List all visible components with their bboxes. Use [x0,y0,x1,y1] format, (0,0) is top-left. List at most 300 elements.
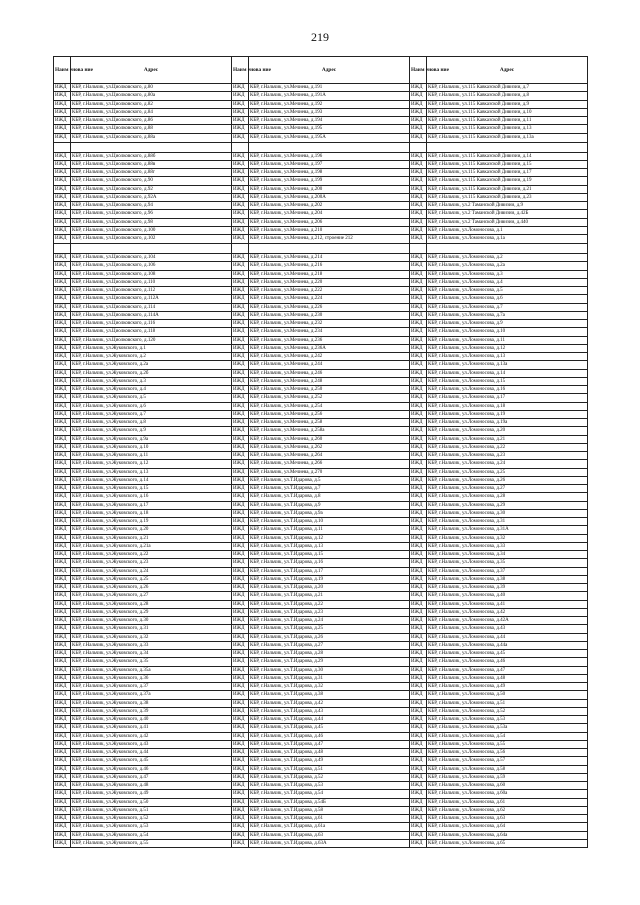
cell-type-3: ИЖД [410,336,427,344]
cell-type-2: ИЖД [232,493,249,501]
cell-type-3: ИЖД [410,823,427,831]
table-row [54,193,588,201]
cell-type-1: ИЖД [54,235,71,244]
cell-type-2: ИЖД [232,650,249,658]
cell-address-2: КБР, г.Нальчик, ул.Т.Идарова, д.15 [249,551,410,559]
cell-address-2: КБР, г.Нальчик, ул.Мечиева, д.236 [249,336,410,344]
cell-type-1: ИЖД [54,377,71,385]
cell-address-1: КБР, г.Нальчик, ул.Жуковского, д.14 [71,476,232,484]
cell-type-3: ИЖД [410,117,427,125]
cell-type-3: ИЖД [410,650,427,658]
cell-type-1: ИЖД [54,320,71,328]
cell-type-2: ИЖД [232,773,249,781]
cell-type-1: ИЖД [54,823,71,831]
table-row [54,534,588,542]
cell-address-2: КБР, г.Нальчик, ул.Мечиева, д.262 [249,443,410,451]
cell-type-1: ИЖД [54,699,71,707]
cell-type-2: ИЖД [232,617,249,625]
cell-type-3: ИЖД [410,815,427,823]
spacer-cell [232,142,249,152]
cell-address-3: КБР, г.Нальчик, ул.Ломоносова, д.51 [427,699,588,707]
cell-type-3: ИЖД [410,419,427,427]
spacer-cell [54,142,71,152]
table-row [54,452,588,460]
cell-address-1: КБР, г.Нальчик, ул.Циолковского, д.114 [71,303,232,311]
table-row [54,185,588,193]
cell-address-3: КБР, г.Нальчик, ул.Ломоносова, д.64 [427,823,588,831]
cell-type-2: ИЖД [232,567,249,575]
cell-type-2: ИЖД [232,152,249,160]
table-row [54,790,588,798]
cell-address-2: КБР, г.Нальчик, ул.Т.Идарова, д.46 [249,732,410,740]
cell-type-1: ИЖД [54,476,71,484]
cell-type-2: ИЖД [232,108,249,116]
table-row [54,295,588,303]
cell-address-3: КБР, г.Нальчик, ул.Ломоносова, д.58 [427,765,588,773]
cell-type-3: ИЖД [410,169,427,177]
cell-address-1: КБР, г.Нальчик, ул.Жуковского, д.22 [71,551,232,559]
cell-address-3: КБР, г.Нальчик, ул.Ломоносова, д.31 [427,518,588,526]
cell-address-2: КБР, г.Нальчик, ул.Т.Идарова, д.49 [249,757,410,765]
table-row [54,169,588,177]
cell-type-1: ИЖД [54,485,71,493]
cell-address-3: КБР, г.Нальчик, ул.Ломоносова, д.18 [427,402,588,410]
cell-type-3: ИЖД [410,177,427,185]
table-row [54,344,588,352]
cell-type-1: ИЖД [54,765,71,773]
cell-type-1: ИЖД [54,394,71,402]
cell-address-3: КБР, г.Нальчик, ул.Ломоносова, д.33 [427,542,588,550]
table-row [54,386,588,394]
table-row [54,650,588,658]
table-row [54,674,588,682]
cell-address-1: КБР, г.Нальчик, ул.Жуковского, д.10 [71,443,232,451]
cell-address-2: КБР, г.Нальчик, ул.Мечиева, д.218 [249,270,410,278]
table-row [54,476,588,484]
cell-address-1: КБР, г.Нальчик, ул.Циолковского, д.102 [71,235,232,244]
cell-type-3: ИЖД [410,303,427,311]
cell-type-1: ИЖД [54,92,71,100]
cell-type-3: ИЖД [410,683,427,691]
cell-type-2: ИЖД [232,608,249,616]
cell-type-1: ИЖД [54,133,71,142]
cell-address-1: КБР, г.Нальчик, ул.Жуковского, д.9а [71,435,232,443]
cell-type-3: ИЖД [410,287,427,295]
cell-type-3: ИЖД [410,798,427,806]
cell-type-2: ИЖД [232,806,249,814]
cell-type-3: ИЖД [410,185,427,193]
cell-type-2: ИЖД [232,361,249,369]
cell-type-2: ИЖД [232,210,249,218]
cell-address-2: КБР, г.Нальчик, ул.Мечиева, д.198 [249,169,410,177]
table-row [54,210,588,218]
table-row [54,218,588,226]
spacer-cell [232,244,249,254]
cell-type-3: ИЖД [410,410,427,418]
cell-type-3: ИЖД [410,100,427,108]
cell-address-1: КБР, г.Нальчик, ул.Жуковского, д.15 [71,485,232,493]
cell-address-2: КБР, г.Нальчик, ул.Мечиева, д.195А [249,133,410,142]
cell-address-2: КБР, г.Нальчик, ул.Т.Идарова, д.9 [249,501,410,509]
cell-address-3: КБР, г.Нальчик, ул.Ломоносова, д.2 [427,254,588,262]
cell-address-1: КБР, г.Нальчик, ул.Жуковского, д.12 [71,460,232,468]
cell-address-3: КБР, г.Нальчик, ул.115 Кавказской Дивизии, д.23 [427,193,588,201]
table-row [54,108,588,116]
cell-type-2: ИЖД [232,790,249,798]
cell-type-2: ИЖД [232,831,249,839]
table-row [54,740,588,748]
cell-type-1: ИЖД [54,592,71,600]
cell-type-2: ИЖД [232,518,249,526]
cell-type-1: ИЖД [54,674,71,682]
table-row [54,699,588,707]
cell-type-3: ИЖД [410,534,427,542]
table-row [54,435,588,443]
cell-address-1: КБР, г.Нальчик, ул.Жуковского, д.5 [71,394,232,402]
cell-type-1: ИЖД [54,518,71,526]
spacer-row [54,244,588,254]
cell-address-3: КБР, г.Нальчик, ул.Ломоносова, д.64а [427,831,588,839]
cell-address-2: КБР, г.Нальчик, ул.Т.Идарова, д.13 [249,542,410,550]
cell-address-2: КБР, г.Нальчик, ул.Мечиева, д.270 [249,468,410,476]
cell-type-2: ИЖД [232,386,249,394]
cell-address-3: КБР, г.Нальчик, ул.Ломоносова, д.54 [427,732,588,740]
cell-address-3: КБР, г.Нальчик, ул.Ломоносова, д.10 [427,328,588,336]
table-row [54,177,588,185]
cell-type-1: ИЖД [54,526,71,534]
cell-type-1: ИЖД [54,427,71,435]
cell-address-3: КБР, г.Нальчик, ул.Ломоносова, д.38 [427,575,588,583]
cell-type-2: ИЖД [232,542,249,550]
cell-address-2: КБР, г.Нальчик, ул.Мечиева, д.258а [249,427,410,435]
table-row [54,336,588,344]
cell-address-2: КБР, г.Нальчик, ул.Т.Идарова, д.61а [249,823,410,831]
table-row [54,303,588,311]
table-row [54,559,588,567]
cell-address-3: КБР, г.Нальчик, ул.Ломоносова, д.22 [427,443,588,451]
table-row [54,254,588,262]
cell-address-2: КБР, г.Нальчик, ул.Мечиева, д.191 [249,84,410,92]
cell-type-2: ИЖД [232,443,249,451]
cell-address-2: КБР, г.Нальчик, ул.Мечиева, д.232 [249,320,410,328]
cell-address-2: КБР, г.Нальчик, ул.Т.Идарова, д.44 [249,716,410,724]
cell-type-3: ИЖД [410,152,427,160]
cell-address-3: КБР, г.Нальчик, ул.Ломоносова, д.14 [427,369,588,377]
cell-address-2: КБР, г.Нальчик, ул.Т.Идарова, д.12 [249,534,410,542]
cell-type-3: ИЖД [410,270,427,278]
table-row [54,369,588,377]
cell-type-3: ИЖД [410,691,427,699]
cell-type-2: ИЖД [232,765,249,773]
cell-type-1: ИЖД [54,218,71,226]
cell-type-1: ИЖД [54,117,71,125]
cell-type-1: ИЖД [54,608,71,616]
cell-address-1: КБР, г.Нальчик, ул.Жуковского, д.20 [71,526,232,534]
cell-type-1: ИЖД [54,344,71,352]
cell-address-3: КБР, г.Нальчик, ул.115 Кавказской Дивизии, д.11 [427,117,588,125]
cell-address-3: КБР, г.Нальчик, ул.Ломоносова, д.20 [427,427,588,435]
cell-type-3: ИЖД [410,125,427,133]
cell-type-1: ИЖД [54,295,71,303]
cell-type-3: ИЖД [410,443,427,451]
cell-type-1: ИЖД [54,100,71,108]
cell-type-3: ИЖД [410,394,427,402]
cell-type-3: ИЖД [410,600,427,608]
table-row [54,633,588,641]
cell-address-1: КБР, г.Нальчик, ул.Жуковского, д.51 [71,806,232,814]
cell-address-1: КБР, г.Нальчик, ул.Циолковского, д.86 [71,117,232,125]
cell-address-3: КБР, г.Нальчик, ул.Ломоносова, д.1 [427,226,588,234]
header-address-1: Адрес [71,57,232,84]
cell-address-2: КБР, г.Нальчик, ул.Мечиева, д.220 [249,278,410,286]
table-row [54,518,588,526]
table-row [54,460,588,468]
cell-type-2: ИЖД [232,202,249,210]
cell-type-1: ИЖД [54,160,71,168]
cell-type-2: ИЖД [232,559,249,567]
cell-address-2: КБР, г.Нальчик, ул.Т.Идарова, д.27 [249,641,410,649]
cell-address-2: КБР, г.Нальчик, ул.Мечиева, д.194 [249,117,410,125]
cell-type-1: ИЖД [54,435,71,443]
cell-address-2: КБР, г.Нальчик, ул.Мечиева, д.234 [249,328,410,336]
cell-type-2: ИЖД [232,369,249,377]
cell-type-2: ИЖД [232,798,249,806]
cell-type-3: ИЖД [410,278,427,286]
table-row [54,749,588,757]
cell-type-2: ИЖД [232,254,249,262]
cell-type-1: ИЖД [54,108,71,116]
table-row [54,806,588,814]
cell-address-3: КБР, г.Нальчик, ул.115 Кавказской Дивизии, д.8 [427,92,588,100]
cell-type-3: ИЖД [410,460,427,468]
cell-address-1: КБР, г.Нальчик, ул.Жуковского, д.33 [71,641,232,649]
cell-type-1: ИЖД [54,716,71,724]
cell-type-3: ИЖД [410,716,427,724]
cell-type-1: ИЖД [54,278,71,286]
cell-type-2: ИЖД [232,683,249,691]
cell-type-3: ИЖД [410,509,427,517]
cell-type-1: ИЖД [54,369,71,377]
cell-address-2: КБР, г.Нальчик, ул.Т.Идарова, д.31 [249,674,410,682]
cell-address-1: КБР, г.Нальчик, ул.Циолковского, д.88а [71,133,232,142]
cell-address-1: КБР, г.Нальчик, ул.Жуковского, д.28 [71,600,232,608]
cell-address-1: КБР, г.Нальчик, ул.Циолковского, д.118 [71,328,232,336]
table-row [54,782,588,790]
table-row [54,202,588,210]
cell-type-3: ИЖД [410,559,427,567]
cell-address-3: КБР, г.Нальчик, ул.Ломоносова, д.63 [427,815,588,823]
cell-type-2: ИЖД [232,658,249,666]
cell-address-1: КБР, г.Нальчик, ул.Жуковского, д.32 [71,633,232,641]
cell-address-2: КБР, г.Нальчик, ул.Т.Идарова, д.11 [249,526,410,534]
table-row [54,125,588,133]
cell-type-3: ИЖД [410,633,427,641]
cell-type-2: ИЖД [232,633,249,641]
table-body [54,84,588,848]
cell-type-3: ИЖД [410,839,427,847]
cell-type-2: ИЖД [232,133,249,142]
cell-address-3: КБР, г.Нальчик, ул.Ломоносова, д.2а [427,262,588,270]
cell-type-2: ИЖД [232,716,249,724]
cell-address-3: КБР, г.Нальчик, ул.115 Кавказской Дивизии, д.14 [427,152,588,160]
cell-type-3: ИЖД [410,782,427,790]
cell-type-3: ИЖД [410,361,427,369]
cell-type-3: ИЖД [410,108,427,116]
cell-type-1: ИЖД [54,658,71,666]
cell-address-1: КБР, г.Нальчик, ул.Жуковского, д.2 [71,353,232,361]
cell-type-2: ИЖД [232,707,249,715]
cell-type-1: ИЖД [54,287,71,295]
cell-type-3: ИЖД [410,526,427,534]
cell-type-1: ИЖД [54,443,71,451]
spacer-cell [249,142,410,152]
cell-address-3: КБР, г.Нальчик, ул.115 Кавказской Дивизии, д.13 [427,125,588,133]
cell-address-3: КБР, г.Нальчик, ул.115 Кавказской Дивизии, д.7 [427,84,588,92]
header-address-3: Адрес [427,57,588,84]
cell-address-2: КБР, г.Нальчик, ул.Т.Идарова, д.5 [249,476,410,484]
table-row [54,732,588,740]
cell-address-2: КБР, г.Нальчик, ул.Т.Идарова, д.38 [249,691,410,699]
table-row [54,427,588,435]
cell-type-2: ИЖД [232,320,249,328]
cell-type-3: ИЖД [410,732,427,740]
cell-type-1: ИЖД [54,773,71,781]
cell-type-1: ИЖД [54,815,71,823]
cell-type-3: ИЖД [410,485,427,493]
cell-address-2: КБР, г.Нальчик, ул.Т.Идарова, д.20 [249,584,410,592]
cell-address-3: КБР, г.Нальчик, ул.Ломоносова, д.1а [427,235,588,244]
cell-address-2: КБР, г.Нальчик, ул.Мечиева, д.224 [249,295,410,303]
cell-type-3: ИЖД [410,386,427,394]
cell-type-2: ИЖД [232,452,249,460]
table-row [54,287,588,295]
cell-type-2: ИЖД [232,468,249,476]
cell-type-3: ИЖД [410,402,427,410]
cell-address-1: КБР, г.Нальчик, ул.Жуковского, д.16 [71,493,232,501]
cell-address-2: КБР, г.Нальчик, ул.Мечиева, д.236А [249,344,410,352]
cell-address-2: КБР, г.Нальчик, ул.Мечиева, д.196 [249,152,410,160]
cell-address-3: КБР, г.Нальчик, ул.Ломоносова, д.26 [427,476,588,484]
cell-address-1: КБР, г.Нальчик, ул.Жуковского, д.4 [71,386,232,394]
cell-address-1: КБР, г.Нальчик, ул.Жуковского, д.46 [71,765,232,773]
cell-address-1: КБР, г.Нальчик, ул.Жуковского, д.23 [71,559,232,567]
cell-type-1: ИЖД [54,254,71,262]
cell-type-1: ИЖД [54,559,71,567]
table-row [54,551,588,559]
cell-address-1: КБР, г.Нальчик, ул.Жуковского, д.31 [71,625,232,633]
cell-address-1: КБР, г.Нальчик, ул.Жуковского, д.11 [71,452,232,460]
cell-type-1: ИЖД [54,617,71,625]
table-row [54,402,588,410]
table-row [54,443,588,451]
cell-address-3: КБР, г.Нальчик, ул.Ломоносова, д.30 [427,509,588,517]
cell-type-1: ИЖД [54,575,71,583]
cell-address-2: КБР, г.Нальчик, ул.Т.Идарова, д.23 [249,608,410,616]
cell-type-3: ИЖД [410,493,427,501]
cell-address-1: КБР, г.Нальчик, ул.Жуковского, д.19 [71,518,232,526]
cell-address-1: КБР, г.Нальчик, ул.Циолковского, д.88г [71,169,232,177]
cell-type-2: ИЖД [232,117,249,125]
table-row [54,226,588,234]
cell-type-1: ИЖД [54,732,71,740]
cell-type-2: ИЖД [232,311,249,319]
cell-address-3: КБР, г.Нальчик, ул.Ломоносова, д.15 [427,377,588,385]
cell-address-1: КБР, г.Нальчик, ул.Циолковского, д.108 [71,270,232,278]
cell-type-1: ИЖД [54,328,71,336]
cell-type-2: ИЖД [232,600,249,608]
cell-type-2: ИЖД [232,177,249,185]
cell-address-1: КБР, г.Нальчик, ул.Жуковского, д.54 [71,831,232,839]
cell-address-3: КБР, г.Нальчик, ул.Ломоносова, д.53 [427,716,588,724]
cell-address-1: КБР, г.Нальчик, ул.Жуковского, д.21а [71,542,232,550]
cell-type-1: ИЖД [54,501,71,509]
table-row [54,658,588,666]
table-row [54,320,588,328]
cell-type-1: ИЖД [54,311,71,319]
cell-address-3: КБР, г.Нальчик, ул.Ломоносова, д.31А [427,526,588,534]
cell-address-1: КБР, г.Нальчик, ул.Жуковского, д.29 [71,608,232,616]
cell-address-1: КБР, г.Нальчик, ул.Жуковского, д.40 [71,716,232,724]
cell-address-2: КБР, г.Нальчик, ул.Мечиева, д.192 [249,100,410,108]
cell-address-1: КБР, г.Нальчик, ул.Жуковского, д.26 [71,584,232,592]
cell-address-1: КБР, г.Нальчик, ул.Жуковского, д.41 [71,724,232,732]
cell-type-2: ИЖД [232,839,249,847]
cell-address-2: КБР, г.Нальчик, ул.Мечиева, д.250 [249,386,410,394]
cell-address-2: КБР, г.Нальчик, ул.Мечиева, д.212, строение 212 [249,235,410,244]
cell-type-2: ИЖД [232,278,249,286]
cell-type-1: ИЖД [54,402,71,410]
table-row [54,584,588,592]
table-row [54,526,588,534]
cell-address-3: КБР, г.Нальчик, ул.Ломоносова, д.43 [427,625,588,633]
table-row [54,691,588,699]
cell-address-3: КБР, г.Нальчик, ул.2 Таманской Дивизии, д.42Б [427,210,588,218]
cell-address-2: КБР, г.Нальчик, ул.Т.Идарова, д.54Б [249,798,410,806]
cell-address-1: КБР, г.Нальчик, ул.Жуковского, д.38 [71,699,232,707]
table-row [54,625,588,633]
cell-address-3: КБР, г.Нальчик, ул.Ломоносова, д.7 [427,303,588,311]
table-row [54,592,588,600]
cell-type-2: ИЖД [232,823,249,831]
cell-type-3: ИЖД [410,476,427,484]
cell-address-1: КБР, г.Нальчик, ул.Жуковского, д.25 [71,575,232,583]
cell-type-3: ИЖД [410,468,427,476]
cell-type-3: ИЖД [410,210,427,218]
cell-address-1: КБР, г.Нальчик, ул.Циолковского, д.120 [71,336,232,344]
cell-address-3: КБР, г.Нальчик, ул.Ломоносова, д.52 [427,707,588,715]
cell-type-1: ИЖД [54,419,71,427]
table-row [54,235,588,244]
cell-address-1: КБР, г.Нальчик, ул.Жуковского, д.8 [71,419,232,427]
cell-address-2: КБР, г.Нальчик, ул.Мечиева, д.204 [249,210,410,218]
cell-address-2: КБР, г.Нальчик, ул.Т.Идарова, д.24 [249,617,410,625]
cell-address-2: КБР, г.Нальчик, ул.Т.Идарова, д.47 [249,740,410,748]
cell-address-3: КБР, г.Нальчик, ул.Ломоносова, д.37 [427,567,588,575]
cell-type-2: ИЖД [232,419,249,427]
table-row [54,567,588,575]
cell-address-2: КБР, г.Нальчик, ул.Мечиева, д.193 [249,108,410,116]
cell-type-1: ИЖД [54,831,71,839]
cell-address-3: КБР, г.Нальчик, ул.Ломоносова, д.13 [427,353,588,361]
cell-address-2: КБР, г.Нальчик, ул.Т.Идарова, д.16 [249,559,410,567]
table-row [54,100,588,108]
table-row [54,773,588,781]
cell-address-2: КБР, г.Нальчик, ул.Т.Идарова, д.25 [249,625,410,633]
cell-address-1: КБР, г.Нальчик, ул.Жуковского, д.42 [71,732,232,740]
cell-type-2: ИЖД [232,92,249,100]
cell-type-2: ИЖД [232,815,249,823]
table-row [54,600,588,608]
